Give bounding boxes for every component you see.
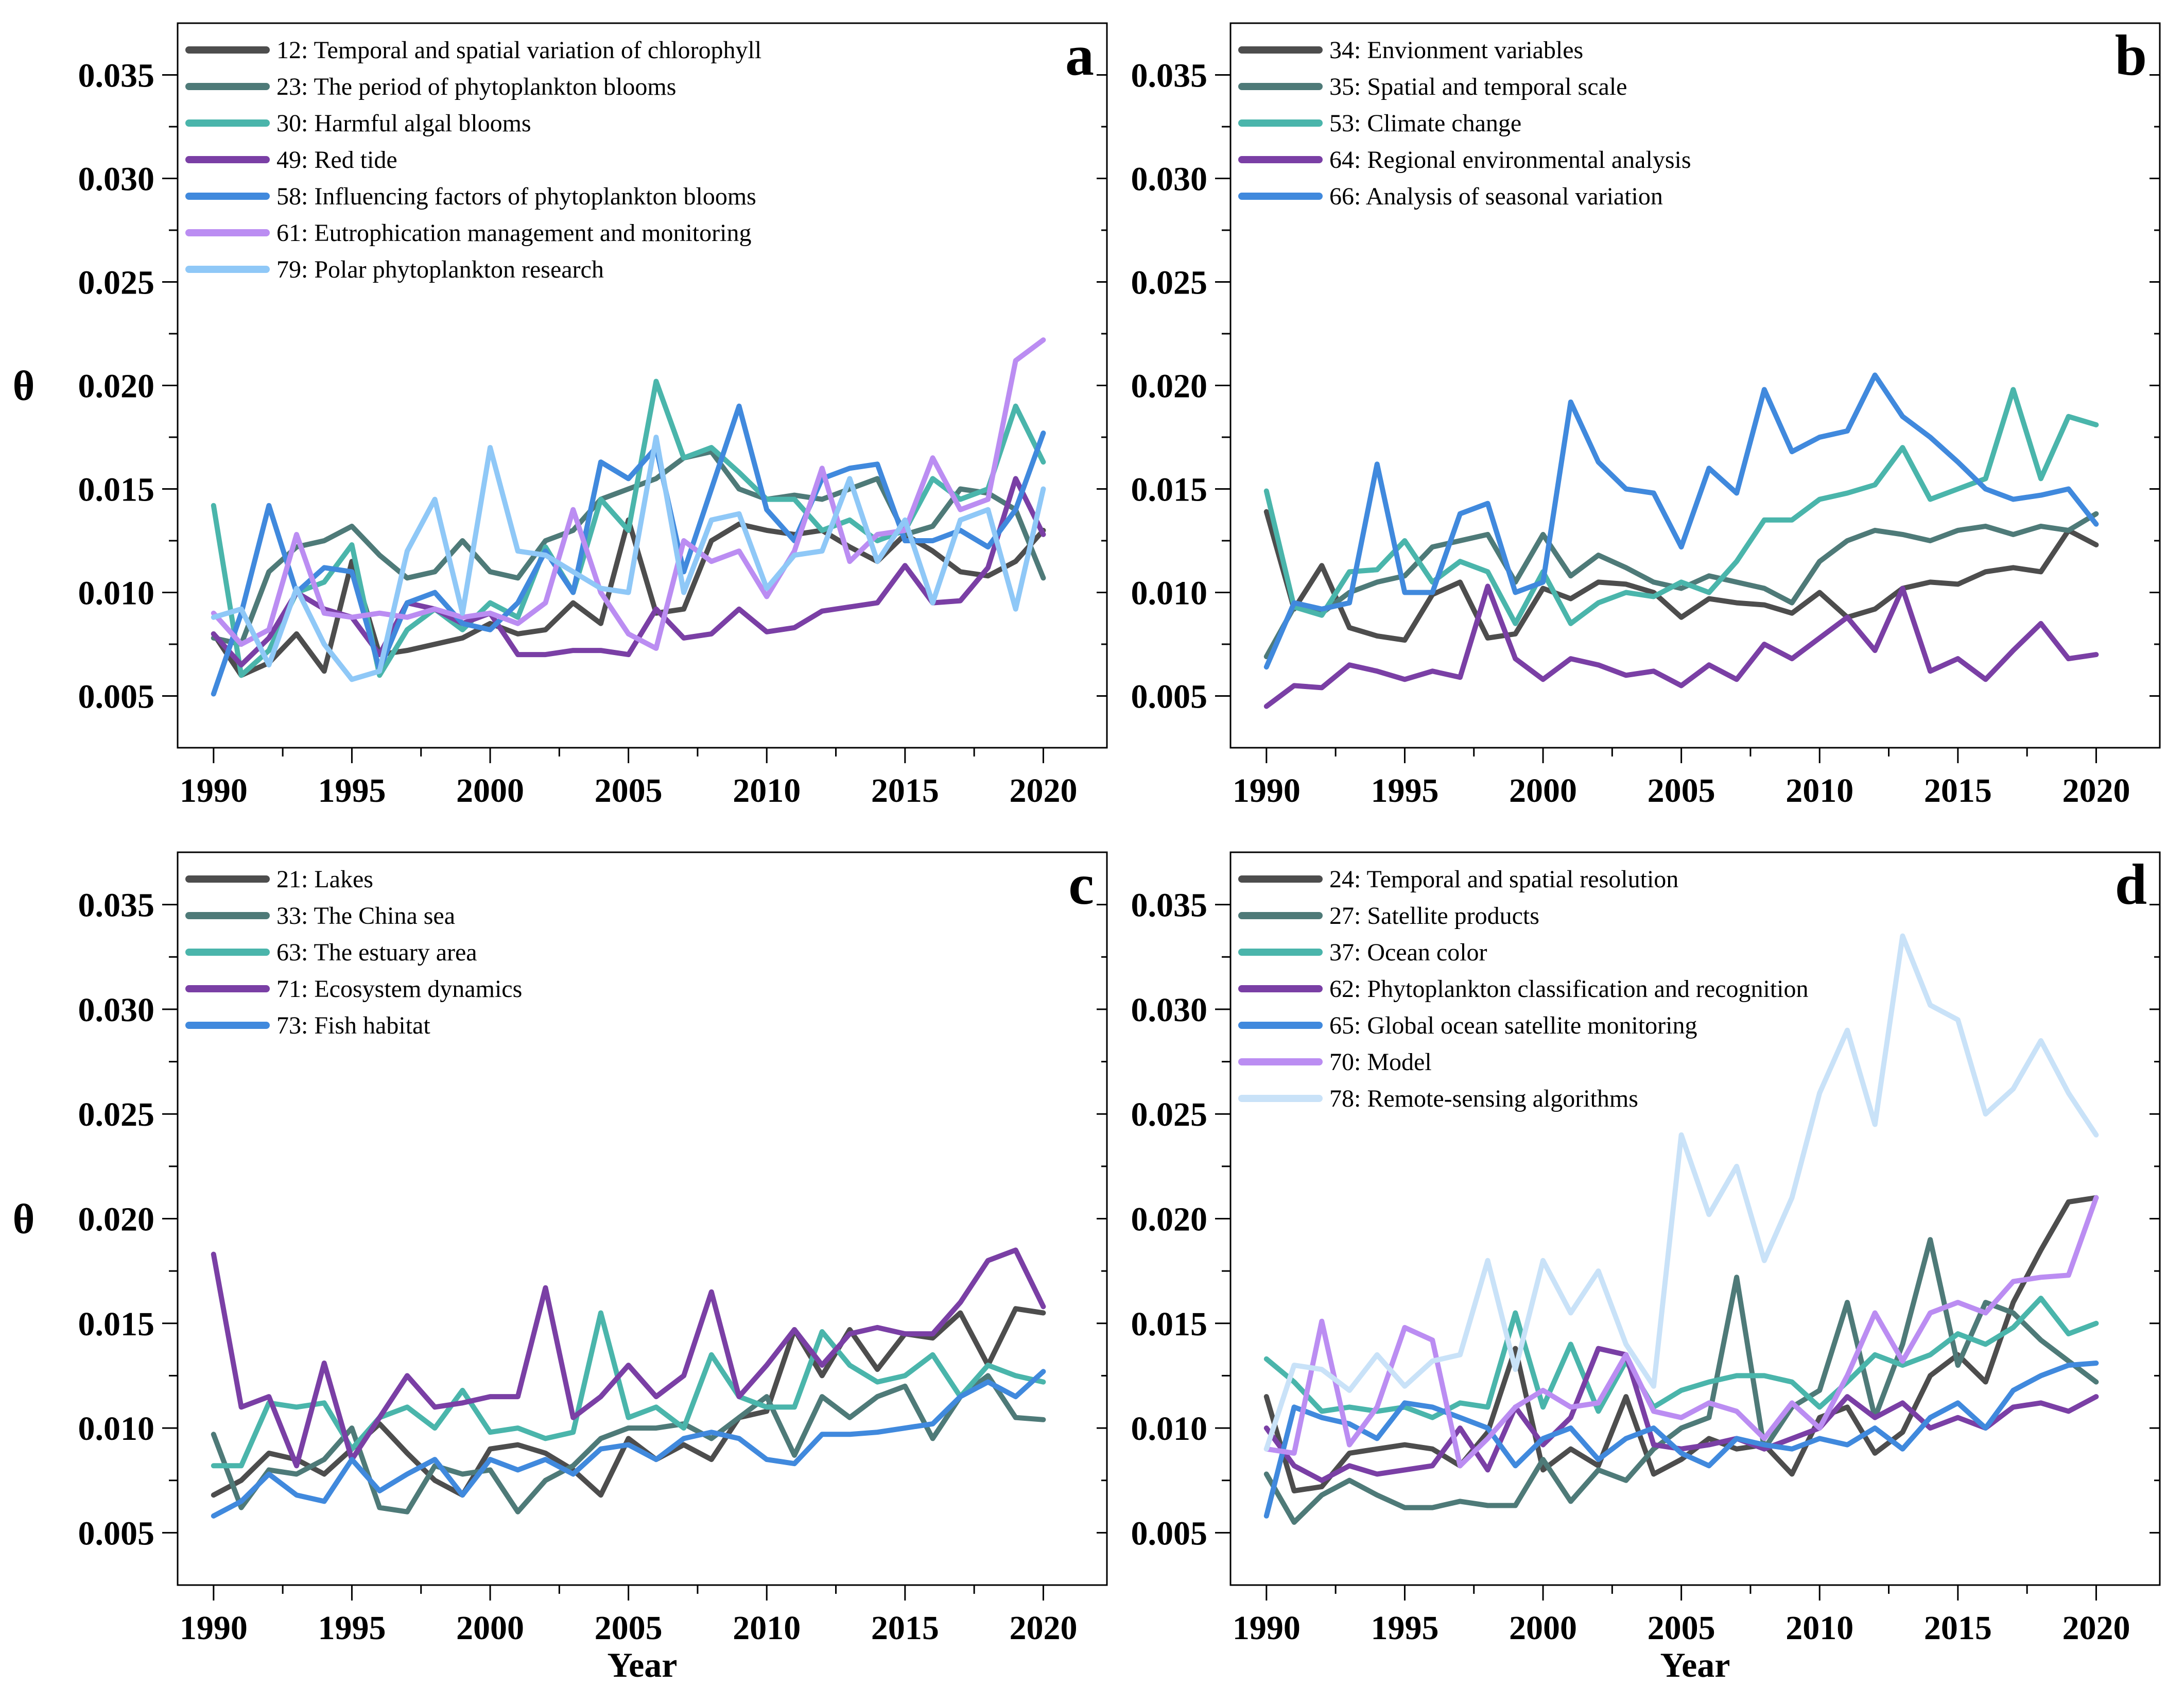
series-line: [1267, 1363, 2096, 1516]
y-tick-label: 0.020: [78, 1200, 154, 1238]
x-tick-label: 2015: [1923, 772, 1992, 810]
series-line: [1267, 375, 2096, 667]
x-tick-label: 1995: [1371, 1609, 1439, 1647]
x-tick-label: 2010: [1786, 1609, 1854, 1647]
panel-c: [13, 852, 1107, 1684]
y-tick-label: 0.015: [78, 1305, 154, 1343]
x-tick-label: 2020: [2062, 1609, 2130, 1647]
x-tick-label: 1995: [318, 772, 386, 810]
x-tick-label: 2010: [1786, 772, 1854, 810]
legend-label: 49: Red tide: [276, 146, 397, 174]
y-tick-label: 0.030: [78, 160, 154, 198]
x-tick-label: 2020: [1009, 772, 1078, 810]
legend-label: 37: Ocean color: [1329, 939, 1487, 966]
x-tick-label: 2020: [2062, 772, 2130, 810]
series-line: [214, 437, 1044, 679]
y-tick-label: 0.030: [78, 991, 154, 1029]
y-tick-label: 0.005: [78, 678, 154, 716]
y-tick-label: 0.025: [1131, 1096, 1207, 1134]
legend-label: 34: Envionment variables: [1329, 37, 1584, 64]
panel-d: [1131, 852, 2160, 1684]
legend-label: 12: Temporal and spatial variation of chlorophyll: [276, 37, 762, 64]
y-tick-label: 0.025: [78, 1096, 154, 1134]
y-tick-label: 0.010: [78, 574, 154, 612]
x-tick-label: 1990: [179, 772, 248, 810]
panel-b: [1131, 23, 2160, 810]
y-tick-label: 0.035: [78, 886, 154, 924]
y-tick-label: 0.020: [1131, 1200, 1207, 1238]
panel-letter: d: [2114, 853, 2147, 917]
legend-label: 71: Ecosystem dynamics: [276, 975, 523, 1003]
legend-label: 35: Spatial and temporal scale: [1329, 73, 1627, 100]
x-tick-label: 2000: [1509, 1609, 1578, 1647]
y-tick-label: 0.005: [1131, 1515, 1207, 1553]
x-tick-label: 2000: [456, 1609, 525, 1647]
y-tick-label: 0.020: [1131, 367, 1207, 405]
series-line: [214, 1250, 1044, 1466]
legend-label: 70: Model: [1329, 1048, 1432, 1076]
x-tick-label: 1995: [1371, 772, 1439, 810]
y-tick-label: 0.015: [78, 471, 154, 509]
legend-label: 78: Remote-sensing algorithms: [1329, 1085, 1638, 1112]
y-tick-label: 0.020: [78, 367, 154, 405]
y-tick-label: 0.005: [78, 1515, 154, 1553]
series-line: [214, 340, 1044, 648]
y-tick-label: 0.025: [1131, 264, 1207, 302]
panel-letter: b: [2114, 24, 2147, 88]
y-tick-label: 0.005: [1131, 678, 1207, 716]
legend-label: 66: Analysis of seasonal variation: [1329, 183, 1663, 210]
y-axis-title: θ: [12, 362, 35, 409]
x-tick-label: 2015: [871, 1609, 939, 1647]
y-tick-label: 0.010: [1131, 574, 1207, 612]
x-tick-label: 2010: [733, 1609, 801, 1647]
legend-label: 64: Regional environmental analysis: [1329, 146, 1691, 174]
y-tick-label: 0.025: [78, 264, 154, 302]
legend-label: 65: Global ocean satellite monitoring: [1329, 1012, 1697, 1039]
x-tick-label: 1990: [1232, 772, 1301, 810]
legend-label: 53: Climate change: [1329, 110, 1522, 137]
x-tick-label: 2010: [733, 772, 801, 810]
legend-label: 24: Temporal and spatial resolution: [1329, 866, 1679, 893]
series-line: [1267, 586, 2096, 706]
legend-label: 23: The period of phytoplankton blooms: [276, 73, 677, 100]
y-tick-label: 0.030: [1131, 160, 1207, 198]
x-tick-label: 2015: [1923, 1609, 1992, 1647]
legend-label: 30: Harmful algal blooms: [276, 110, 531, 137]
legend-label: 21: Lakes: [276, 866, 373, 893]
y-tick-label: 0.015: [1131, 1305, 1207, 1343]
x-tick-label: 2015: [871, 772, 939, 810]
x-tick-label: 2020: [1009, 1609, 1078, 1647]
series-line: [1267, 1240, 2096, 1522]
y-tick-label: 0.035: [1131, 886, 1207, 924]
x-tick-label: 1990: [179, 1609, 248, 1647]
y-tick-label: 0.015: [1131, 471, 1207, 509]
y-axis-title: θ: [12, 1195, 35, 1243]
x-axis-title: Year: [607, 1645, 678, 1684]
legend-label: 73: Fish habitat: [276, 1012, 430, 1039]
x-tick-label: 2000: [456, 772, 525, 810]
series-line: [214, 1309, 1044, 1495]
y-tick-label: 0.010: [78, 1410, 154, 1448]
legend-label: 79: Polar phytoplankton research: [276, 256, 604, 283]
series-line: [1267, 1298, 2096, 1418]
x-tick-label: 2005: [1647, 772, 1715, 810]
y-tick-label: 0.010: [1131, 1410, 1207, 1448]
x-tick-label: 1995: [318, 1609, 386, 1647]
x-tick-label: 2005: [594, 772, 663, 810]
legend-label: 62: Phytoplankton classification and recognition: [1329, 975, 1809, 1003]
panel-a: [13, 23, 1107, 810]
legend-label: 58: Influencing factors of phytoplankton blooms: [276, 183, 756, 210]
legend-label: 27: Satellite products: [1329, 902, 1539, 930]
y-tick-label: 0.035: [1131, 57, 1207, 95]
y-tick-label: 0.035: [78, 57, 154, 95]
x-tick-label: 1990: [1232, 1609, 1301, 1647]
legend-label: 63: The estuary area: [276, 939, 477, 966]
panel-letter: a: [1065, 24, 1094, 88]
x-axis-title: Year: [1660, 1645, 1730, 1684]
y-tick-label: 0.030: [1131, 991, 1207, 1029]
x-tick-label: 2005: [1647, 1609, 1715, 1647]
x-tick-label: 2000: [1509, 772, 1578, 810]
legend-label: 33: The China sea: [276, 902, 456, 930]
x-tick-label: 2005: [594, 1609, 663, 1647]
legend-label: 61: Eutrophication management and monitoring: [276, 219, 752, 247]
panel-letter: c: [1068, 853, 1094, 917]
